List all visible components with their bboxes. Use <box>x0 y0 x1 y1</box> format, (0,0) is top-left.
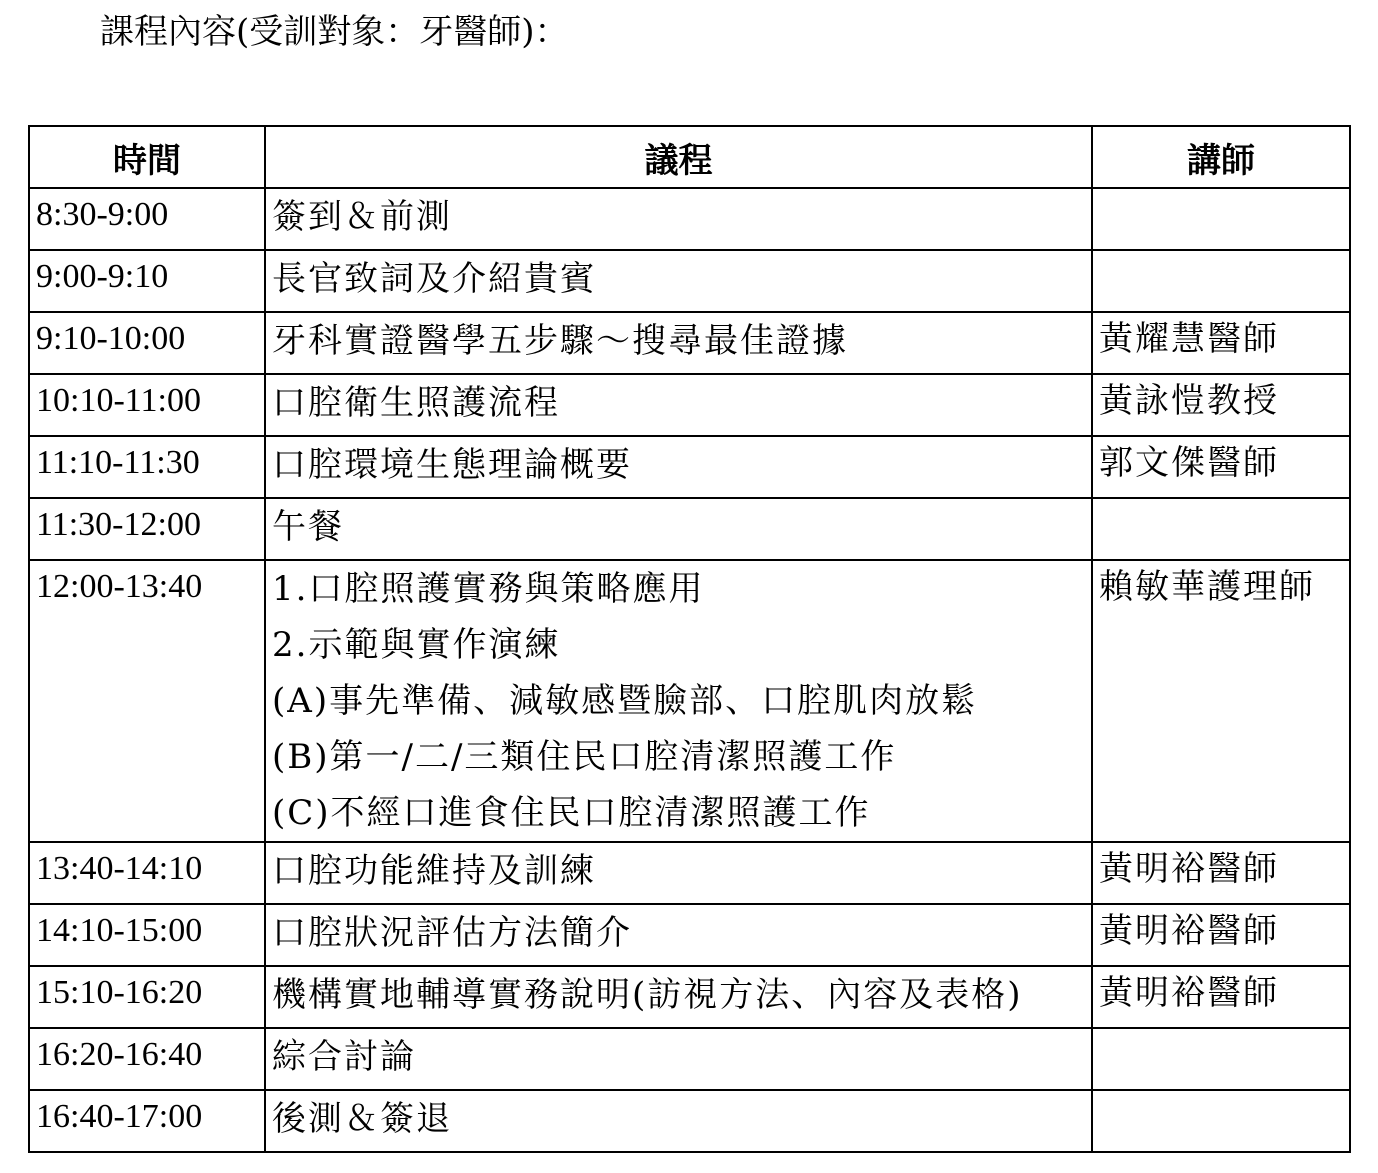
agenda-line: 1.口腔照護實務與策略應用 <box>272 569 705 609</box>
agenda-cell <box>265 842 1092 904</box>
agenda-line: 簽到＆前測 <box>272 197 452 237</box>
agenda-line: 後測＆簽退 <box>272 1099 452 1139</box>
agenda-line: 長官致詞及介紹貴賓 <box>272 259 596 299</box>
lecturer-cell <box>1092 250 1350 312</box>
agenda-cell <box>265 374 1092 436</box>
lecturer-cell: 賴敏華護理師 <box>1092 560 1350 842</box>
agenda-line: 口腔狀況評估方法簡介 <box>272 913 632 953</box>
time-cell: 12:00-13:40 <box>29 560 265 842</box>
lecturer-cell <box>1092 1090 1350 1152</box>
agenda-cell <box>265 498 1092 560</box>
lecturer-cell: 郭文傑醫師 <box>1092 436 1350 498</box>
lecturer-cell: 黃明裕醫師 <box>1092 966 1350 1028</box>
lecturer-cell: 黃耀慧醫師 <box>1092 312 1350 374</box>
table-row <box>29 436 1350 498</box>
agenda-line: 口腔功能維持及訓練 <box>272 851 596 891</box>
table-row <box>29 374 1350 436</box>
page-title: 課程內容(受訓對象：牙醫師)： <box>100 12 569 52</box>
time-cell: 11:10-11:30 <box>29 436 265 498</box>
time-cell: 8:30-9:00 <box>29 188 265 250</box>
table-row <box>29 904 1350 966</box>
header-lecturer: 講師 <box>1092 126 1350 188</box>
lecturer-cell <box>1092 1028 1350 1090</box>
agenda-line: 牙科實證醫學五步驟～搜尋最佳證據 <box>272 321 848 361</box>
agenda-cell <box>265 1090 1092 1152</box>
agenda-cell <box>265 436 1092 498</box>
time-cell: 10:10-11:00 <box>29 374 265 436</box>
table-row <box>29 560 1350 842</box>
agenda-line: 綜合討論 <box>272 1037 416 1077</box>
lecturer-cell: 黃詠愷教授 <box>1092 374 1350 436</box>
lecturer-cell: 黃明裕醫師 <box>1092 842 1350 904</box>
lecturer-cell <box>1092 188 1350 250</box>
time-cell: 16:40-17:00 <box>29 1090 265 1152</box>
lecturer-cell: 黃明裕醫師 <box>1092 904 1350 966</box>
agenda-line: 機構實地輔導實務說明(訪視方法、內容及表格) <box>272 975 1023 1015</box>
table-header-row <box>29 126 1350 188</box>
header-agenda: 議程 <box>265 126 1092 188</box>
table-row <box>29 312 1350 374</box>
time-cell: 9:10-10:00 <box>29 312 265 374</box>
agenda-cell <box>265 250 1092 312</box>
agenda-line: (A)事先準備、減敏感暨臉部、口腔肌肉放鬆 <box>272 681 978 721</box>
header-time: 時間 <box>29 126 265 188</box>
table-row <box>29 1090 1350 1152</box>
agenda-line: 2.示範與實作演練 <box>272 625 561 665</box>
table-body <box>29 188 1350 1152</box>
agenda-line: 口腔環境生態理論概要 <box>272 445 632 485</box>
agenda-cell <box>265 904 1092 966</box>
agenda-cell <box>265 188 1092 250</box>
time-cell: 15:10-16:20 <box>29 966 265 1028</box>
agenda-cell <box>265 312 1092 374</box>
time-cell: 9:00-9:10 <box>29 250 265 312</box>
time-cell: 11:30-12:00 <box>29 498 265 560</box>
agenda-cell <box>265 966 1092 1028</box>
time-cell: 13:40-14:10 <box>29 842 265 904</box>
agenda-line: 口腔衛生照護流程 <box>272 383 560 423</box>
course-schedule-table <box>28 125 1351 1153</box>
table-row <box>29 842 1350 904</box>
time-cell: 14:10-15:00 <box>29 904 265 966</box>
table-row <box>29 966 1350 1028</box>
table-row <box>29 250 1350 312</box>
time-cell: 16:20-16:40 <box>29 1028 265 1090</box>
lecturer-cell <box>1092 498 1350 560</box>
table-row <box>29 498 1350 560</box>
agenda-line: (B)第一/二/三類住民口腔清潔照護工作 <box>272 737 897 777</box>
table-row <box>29 1028 1350 1090</box>
table-row <box>29 188 1350 250</box>
agenda-line: (C)不經口進食住民口腔清潔照護工作 <box>272 793 871 833</box>
agenda-cell <box>265 1028 1092 1090</box>
agenda-cell <box>265 560 1092 842</box>
agenda-line: 午餐 <box>272 507 344 547</box>
